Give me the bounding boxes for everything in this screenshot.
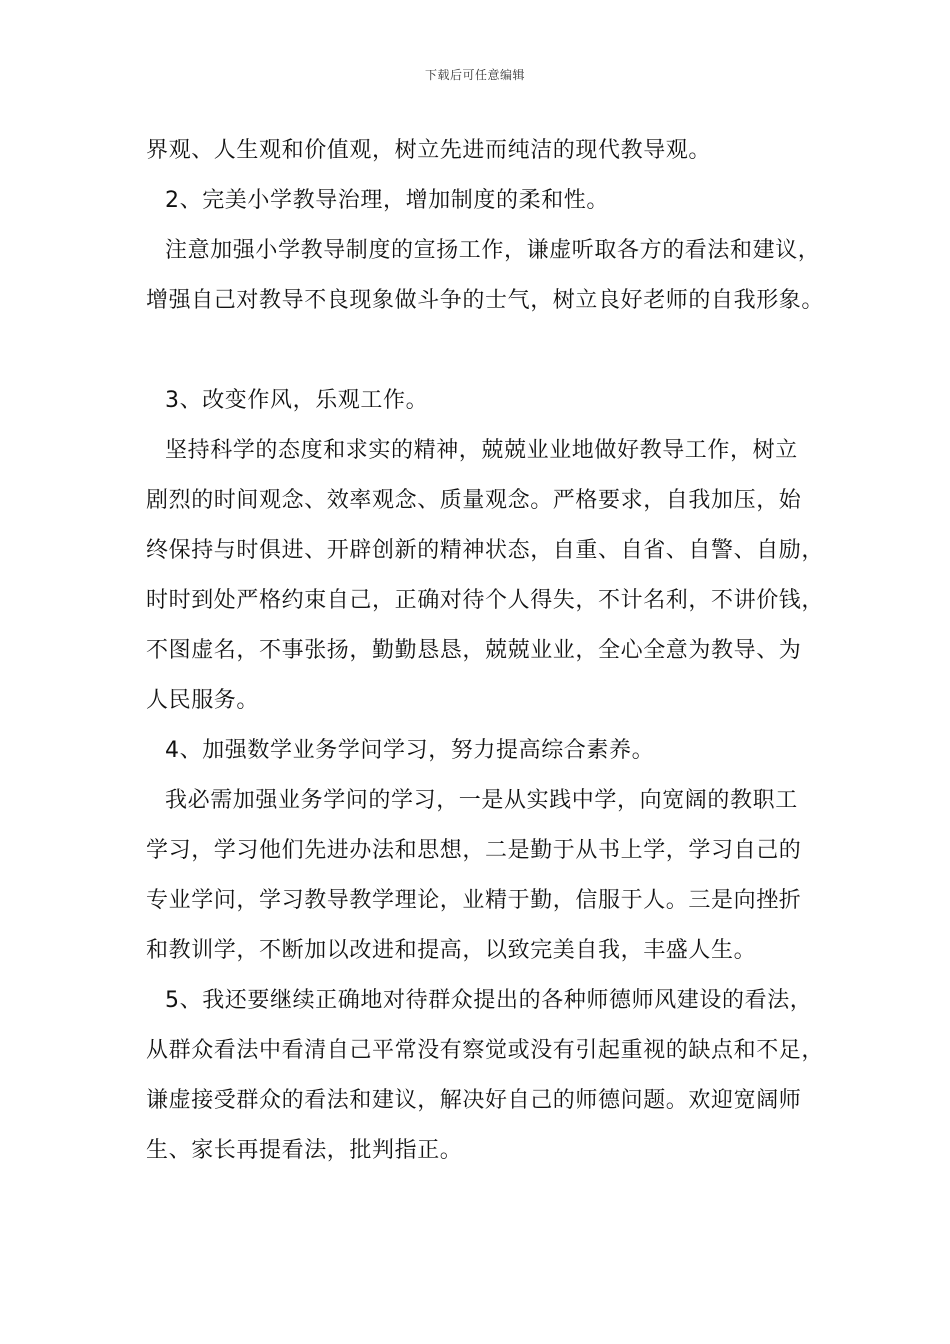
paragraph-line: 从群众看法中看清自己平常没有察觉或没有引起重视的缺点和不足，	[146, 1038, 825, 1063]
paragraph-line: 坚持科学的态度和求实的精神，兢兢业业地做好教导工作，树立	[165, 438, 798, 463]
paragraph-line: 界观、人生观和价值观，树立先进而纯洁的现代教导观。	[146, 138, 712, 163]
paragraph-line: 注意加强小学教导制度的宣扬工作，谦虚听取各方的看法和建议，	[165, 238, 821, 263]
paragraph-line: 时时到处严格约束自己，正确对待个人得失，不计名利，不讲价钱，	[146, 588, 825, 613]
paragraph-line: 不图虚名，不事张扬，勤勤恳恳，兢兢业业，全心全意为教导、为	[146, 638, 802, 663]
paragraph-line: 专业学问，学习教导教学理论，业精于勤，信服于人。三是向挫折	[146, 888, 802, 913]
section-heading: 5、我还要继续正确地对待群众提出的各种师德师风建设的看法，	[165, 988, 813, 1013]
paragraph-line: 增强自己对教导不良现象做斗争的士气，树立良好老师的自我形象。	[146, 288, 825, 313]
paragraph-line: 终保持与时俱进、开辟创新的精神状态，自重、自省、自警、自励，	[146, 538, 825, 563]
paragraph-line: 学习，学习他们先进办法和思想，二是勤于从书上学，学习自己的	[146, 838, 802, 863]
paragraph-line: 剧烈的时间观念、效率观念、质量观念。严格要求，自我加压，始	[146, 488, 802, 513]
paragraph-line: 谦虚接受群众的看法和建议，解决好自己的师德问题。欢迎宽阔师	[146, 1088, 802, 1113]
section-heading: 4、加强数学业务学问学习，努力提高综合素养。	[165, 738, 655, 763]
paragraph-line: 和教训学，不断加以改进和提高，以致完美自我，丰盛人生。	[146, 938, 757, 963]
page-header: 下载后可任意编辑	[424, 68, 525, 82]
paragraph-line: 人民服务。	[146, 688, 260, 713]
paragraph-line: 我必需加强业务学问的学习，一是从实践中学，向宽阔的教职工	[165, 788, 798, 813]
section-heading: 3、改变作风，乐观工作。	[165, 388, 429, 413]
section-heading: 2、完美小学教导治理，增加制度的柔和性。	[165, 188, 609, 213]
paragraph-line: 生、家长再提看法，批判指正。	[146, 1138, 463, 1163]
